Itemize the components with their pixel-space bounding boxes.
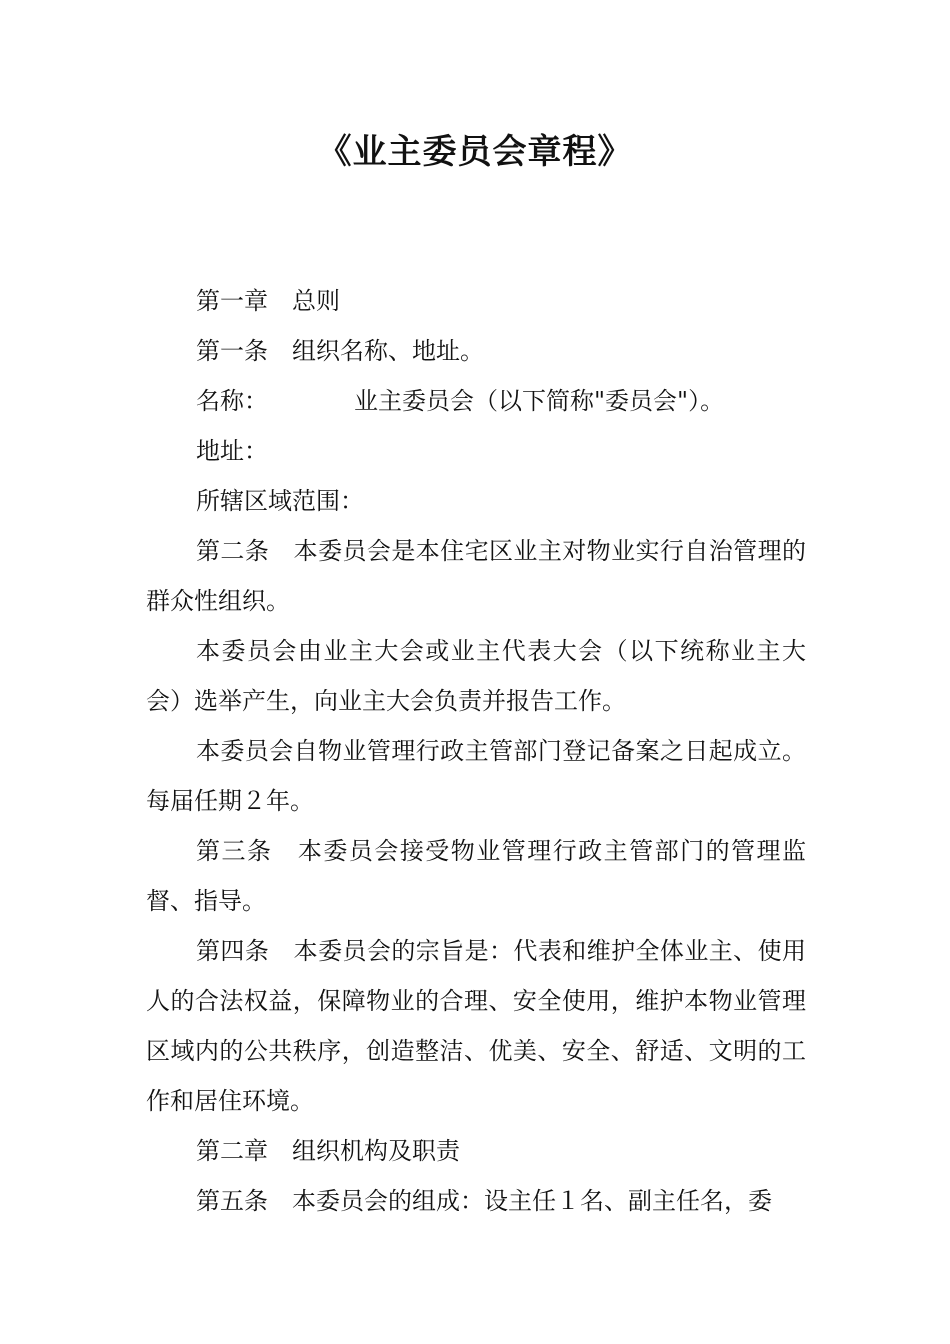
paragraph-text: 总则 xyxy=(292,287,340,315)
paragraph-lead: 第一章 xyxy=(196,287,268,315)
paragraph-scope xyxy=(146,476,806,526)
paragraph-text: 本委员会的宗旨是：代表和维护全体业主、使用人的合法权益，保障物业的合理、安全使用，维护本物业管理区域内的公共秩序，创造整洁、优美、安全、舒适、文明的工作和居住环境。 xyxy=(146,937,806,1115)
paragraph-text: 组织机构及职责 xyxy=(292,1137,460,1165)
paragraph-text: 本委员会的组成：设主任１名、副主任名，委 xyxy=(292,1187,772,1215)
paragraph-article-2 xyxy=(146,526,806,626)
paragraph-lead: 名称： xyxy=(196,387,268,415)
document-title: 《业主委员会章程》 xyxy=(317,132,633,172)
paragraph-lead: 第五条 xyxy=(196,1187,268,1215)
paragraph-name xyxy=(146,376,806,426)
paragraph-chapter-1 xyxy=(146,276,806,326)
paragraph-lead: 第三条 xyxy=(196,837,273,865)
paragraph-lead: 第一条 xyxy=(196,337,268,365)
paragraph-text: 本委员会自物业管理行政主管部门登记备案之日起成立。每届任期２年。 xyxy=(146,737,806,815)
document-body xyxy=(146,276,806,1226)
paragraph-address xyxy=(146,426,806,476)
paragraph-article-2-election xyxy=(146,626,806,726)
paragraph-lead: 第二章 xyxy=(196,1137,268,1165)
paragraph-article-4 xyxy=(146,926,806,1126)
paragraph-lead: 第四条 xyxy=(196,937,270,965)
paragraph-chapter-2 xyxy=(146,1126,806,1176)
paragraph-text: 本委员会是本住宅区业主对物业实行自治管理的群众性组织。 xyxy=(146,537,806,615)
paragraph-text: 本委员会接受物业管理行政主管部门的管理监督、指导。 xyxy=(146,837,807,915)
paragraph-text: 业主委员会（以下简称"委员会"）。 xyxy=(354,387,725,415)
paragraph-article-5 xyxy=(146,1176,806,1226)
paragraph-lead: 地址： xyxy=(196,437,268,465)
paragraph-article-2-term xyxy=(146,726,806,826)
paragraph-article-3 xyxy=(146,826,806,926)
paragraph-article-1 xyxy=(146,326,806,376)
paragraph-lead: 所辖区域范围： xyxy=(196,487,364,515)
paragraph-text: 本委员会由业主大会或业主代表大会（以下统称业主大会）选举产生，向业主大会负责并报告工作。 xyxy=(146,637,806,715)
paragraph-lead: 第二条 xyxy=(196,537,270,565)
paragraph-text: 组织名称、地址。 xyxy=(292,337,484,365)
